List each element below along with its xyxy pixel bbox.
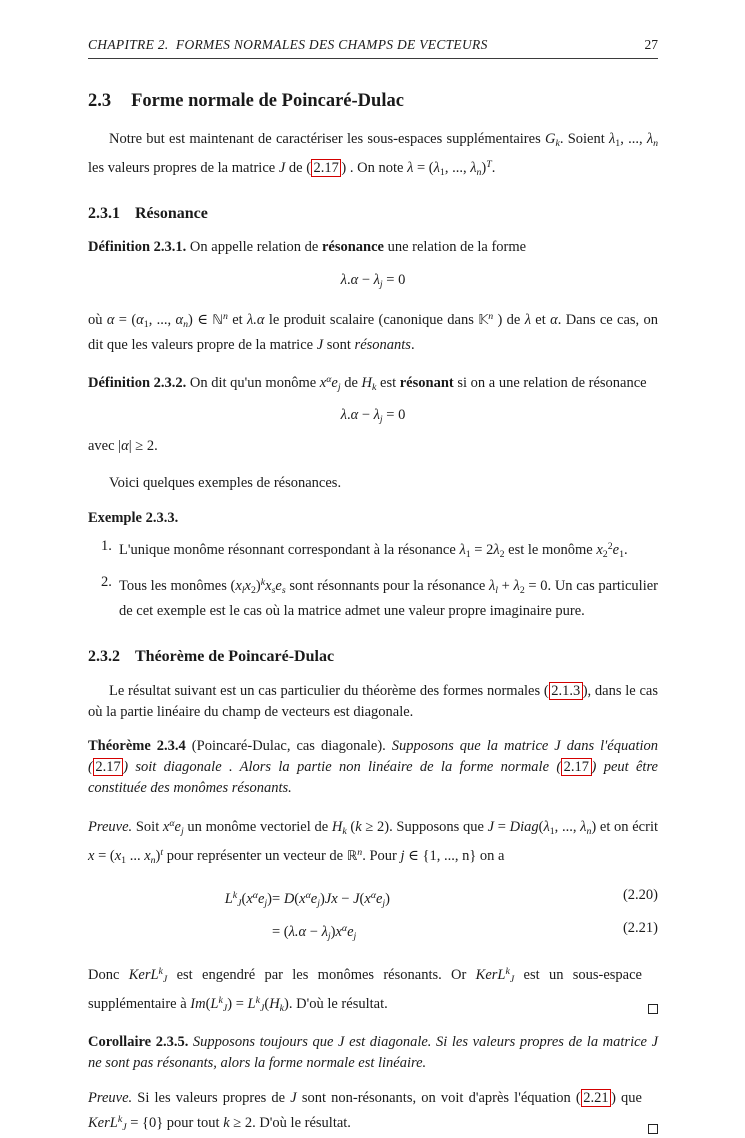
text-run: − [337,890,354,907]
text-run: e [347,923,354,940]
text-run: t [160,847,164,859]
text-run: ) [155,848,161,865]
text-run: λ.α [288,923,307,940]
text-run: ) . On note [341,159,408,176]
text-run: ), dans le cas où la partie linéaire du champ de vecteurs est diagonale. [88,683,658,721]
donc-conclusion-paragraph [88,961,658,1019]
text-run: j [317,897,320,909]
text-run: ℕ [212,312,223,328]
text-run: λ [470,159,477,176]
text-run: α [106,311,115,328]
reference-link[interactable]: 2.21 [581,1089,611,1107]
text-run: résonants [354,336,411,353]
text-run: x [364,890,371,907]
text-run: 1 [439,166,445,178]
text-run: H [331,819,343,836]
preuve-paragraph-2 [88,1088,658,1138]
text-run: L [247,995,256,1012]
text-run: j [327,930,331,942]
qed-square [648,1124,658,1134]
text-run: x [244,578,251,595]
equation-label-2-20: (2.20) [622,886,658,903]
text-run: ( [205,995,211,1012]
text-run: ) [330,923,336,940]
text-run: λ [580,819,587,836]
text-run: On dit qu'un monôme [186,374,320,391]
text-run: − [358,271,374,288]
text-run: x [246,890,253,907]
text-run: J [353,890,360,907]
page-header [88,36,658,59]
text-run: si on a une relation de résonance [453,374,647,391]
text-run: est [376,374,400,391]
text-run: ) [255,578,261,595]
definition-2-3-2 [88,369,658,398]
text-run: x [144,848,151,865]
text-run: (Poincaré-Dulac, cas diagonale). [185,738,386,755]
text-run: ≥ 2). Supposons que [361,819,488,836]
text-run: 2 [250,585,256,597]
text-run: n [586,826,592,838]
text-run: sont non-résonants, on voit d'après l'équation ( [296,1090,581,1107]
text-run: ) que [611,1090,642,1107]
text-run: L'unique monôme résonnant correspondant à la résonance [119,542,460,559]
text-run: s [271,585,276,597]
resonance-formula-2 [88,405,658,430]
text-run: λ [609,131,616,147]
text-run: k [505,965,510,977]
text-run: pour représenter un vecteur de [163,848,347,865]
text-run: avec | [88,438,122,455]
text-run: G [544,131,556,147]
text-run: Le résultat suivant est un cas particulier du théorème des formes normales ( [109,683,549,700]
text-run: = {0} pour tout [126,1115,224,1132]
text-run: J [222,1002,228,1014]
text-run: k [158,965,163,977]
text-run: 1 [549,826,555,838]
text-run: J [509,973,515,985]
text-run: Théorème 2.3.4 [88,738,186,755]
text-run: 1 [619,549,624,561]
text-run: 𝕂 [478,312,489,328]
text-run: Tous les monômes ( [119,578,236,595]
text-run: λ [459,542,466,559]
text-run: Preuve. [88,1090,133,1107]
text-run: k [260,577,266,589]
text-run: x [265,578,272,595]
text-run: λ [407,159,414,176]
text-run: ). D'où le résultat. [284,995,388,1012]
text-run: H [269,995,280,1012]
text-run: de [340,374,362,391]
text-run: . Soient [559,131,609,147]
equation-rhs [272,883,658,916]
text-run: = ( [114,311,137,328]
text-run: α [305,889,311,901]
text-run: k [372,381,377,393]
text-run: j [337,381,341,393]
text-run: λ [321,923,328,940]
text-run: ) = [227,995,248,1012]
text-run: j [180,826,184,838]
text-run: ∈ {1, ..., n} on a [404,848,505,865]
text-run: Si les valeurs propres de [132,1090,291,1107]
text-run: k [355,819,362,836]
text-run: Définition 2.3.2. [88,374,187,391]
text-run: n [150,854,156,866]
section-heading-2-3 [88,89,658,113]
text-run: ) et on écrit [591,819,659,836]
text-run: = 2 [470,542,494,559]
text-run: J [122,1122,127,1134]
subsection-heading-2-3-2 [88,646,658,667]
text-run: résonance [321,238,384,255]
section-title: Forme normale de Poincaré-Dulac [131,91,404,111]
text-run: ) de [493,311,525,328]
text-run: ) [319,890,325,907]
text-run: le produit scalaire (canonique dans [264,311,479,328]
text-run: 2 [602,549,608,561]
text-run: . [491,159,496,176]
text-run: λ [373,406,380,423]
text-run: λ [646,131,654,147]
equation-rhs [272,916,658,949]
text-run: j [264,897,268,909]
text-run: est le monôme [504,542,597,559]
text-run: ... [126,848,145,865]
text-run: α [350,406,359,423]
text-run: λ [340,271,347,288]
text-run: 2 [499,549,505,561]
text-run: α [121,438,129,455]
text-run: = ( [413,159,434,176]
text-run: λ [488,578,496,595]
text-run: j [382,897,386,909]
equation-lhs [88,883,272,916]
text-run: ( [346,819,356,836]
text-run: n [222,310,228,322]
text-run: λ [373,271,380,288]
text-run: e [174,819,181,836]
text-run: de ( [285,159,312,176]
text-run: 2 [607,541,613,553]
text-run: On appelle relation de [186,238,322,255]
alpha-definition-paragraph [88,306,658,356]
text-run: + [497,578,514,595]
text-run: et [530,311,551,328]
text-run: Soit [132,819,163,836]
resonance-formula-1 [88,270,658,295]
text-run: , ..., [554,819,581,836]
section-number: 2.3 [88,91,112,111]
equation-2-21 [88,916,658,949]
text-run: ) [481,159,487,176]
text-run: ( [538,819,544,836]
text-run: Corollaire 2.3.5. [88,1034,189,1051]
definition-2-3-1 [88,237,658,258]
list-item-text [119,572,658,622]
avec-condition-line [88,436,658,457]
preuve-paragraph-1 [88,813,658,871]
text-run: α [550,311,558,328]
text-run: L [224,890,233,907]
text-run: sont [323,336,355,353]
text-run: k [232,889,238,901]
text-run: = ( [272,923,289,940]
equation-lhs [88,916,272,949]
qed-square [648,1004,658,1014]
text-run: une relation de la forme [383,238,527,255]
text-run: x [114,848,122,865]
text-run: ) soit diagonale . Alors la partie non linéaire de la forme normale ( [123,759,562,776]
text-run: α [326,373,332,385]
text-run: KerL [475,966,506,983]
text-run: , ..., [444,159,471,176]
reference-link[interactable]: 2.17 [93,758,123,776]
text-run: ) [267,890,272,907]
text-run: α [169,818,175,830]
text-run: 1 [143,318,149,330]
reference-link[interactable]: 2.17 [311,159,341,177]
text-run: Voici quelques exemples de résonances. [109,475,342,492]
example-item-2 [88,572,658,622]
text-run: ( [359,890,365,907]
text-run: est engendré par les monômes résonants. Or [167,966,476,983]
text-run: KerL [128,966,159,983]
list-item-number: 2. [101,574,112,591]
equation-block [88,883,658,949]
text-run: Définition 2.3.1. [88,238,187,255]
text-run: ( [241,890,247,907]
text-run: λ [340,406,347,423]
text-run: 1 [121,854,127,866]
text-run: j [379,278,383,290]
text-run: k [342,826,347,838]
text-run: l [495,585,498,597]
text-run: Jx [324,890,338,907]
page-number: 27 [644,37,658,52]
text-run: Im [190,995,206,1012]
text-run: e [275,578,282,595]
text-run: 2 [519,585,525,597]
text-run: α [350,271,359,288]
text-run: Supposons toujours que J est diagonale. Si les valeurs propres de la matrice J ne sont pas résonants, alors la forme normale est linéaire. [88,1034,659,1072]
text-run: D [283,890,295,907]
text-run: k [555,137,560,149]
text-run: H [361,374,373,391]
text-run: x [235,578,242,595]
text-run: . Dans ce cas, on dit que les valeurs propre de la matrice [88,311,659,353]
text-run: λ [543,819,550,836]
text-run: . [624,542,628,559]
text-run: e [310,890,318,907]
text-run: = [494,819,510,836]
text-run: λ [513,578,520,595]
text-run: Notre but est maintenant de caractériser les sous-espaces supplémentaires [109,131,545,147]
text-run: les valeurs propres de la matrice [88,159,279,176]
text-run: J [316,336,324,353]
text-run: = ( [94,848,115,865]
text-run: = 0 [382,271,406,288]
text-run: . [346,406,351,423]
text-run: Supposons que la matrice J dans l'équation ( [88,738,659,776]
text-run: l [241,585,245,597]
text-run: J [278,159,286,176]
text-run: λ.α [247,311,265,328]
text-run: e [257,890,265,907]
text-run: − [358,406,374,423]
text-run: α [175,311,184,328]
text-run: x [88,848,95,865]
subsection-number: 2.3.2 [88,648,120,666]
corollaire-2-3-5 [88,1032,658,1074]
text-run: J [237,897,242,909]
text-run: s [281,585,286,597]
text-run: J [259,1002,265,1014]
text-run: . Pour [362,848,401,865]
example-item-1 [88,536,658,565]
reference-link[interactable]: 2.1.3 [549,682,583,700]
text-run: Exemple 2.3.3. [88,510,179,527]
text-run: x [299,890,306,907]
subsection-number: 2.3.1 [88,204,120,222]
text-run: α [370,889,376,901]
text-run: k [218,994,223,1006]
text-run: x [162,819,170,836]
text-run: et [227,311,248,328]
text-run: α [136,311,144,328]
text-run: x [335,923,342,940]
text-run: Diag [509,819,539,836]
text-run: x [319,374,327,391]
text-run: j [379,413,383,425]
text-run: Donc [88,966,129,983]
text-run: x [596,542,603,559]
text-run: α [252,889,258,901]
subsection-title: Résonance [135,204,208,222]
text-run: n [183,318,189,330]
text-run: = 0 [382,406,406,423]
theorem-intro-paragraph [88,681,658,723]
examples-lead-line [88,473,658,494]
equation-2-20 [88,883,658,916]
theoreme-2-3-4 [88,736,658,799]
text-run: ( [294,890,300,907]
text-run: T [486,158,492,170]
text-run: où [88,311,107,328]
text-run: J [487,819,495,836]
text-run: J [162,973,168,985]
text-run: ℝ [346,849,358,865]
text-run: | ≥ 2. [128,438,158,455]
text-run: , ..., [620,131,647,147]
text-run: J [290,1090,297,1107]
reference-link[interactable]: 2.17 [561,758,591,776]
text-run: − [306,923,322,940]
text-run: n [488,310,494,322]
text-run: k [117,1114,123,1126]
text-run: ≥ 2. D'où le résultat. [229,1115,351,1132]
text-run: résonant [399,374,454,391]
text-run: sont résonnants pour la résonance [285,578,489,595]
text-run: k [255,994,260,1006]
text-run: α [341,922,348,934]
text-run: j [353,930,357,942]
list-item-number: 1. [101,538,112,555]
text-run: = 0. Un cas particulier de cet exemple est le cas où la matrice admet une valeur propre imaginaire pure. [119,578,658,620]
text-run: est un sous-espace supplémentaire à [88,966,642,1012]
text-run: , ..., [148,311,176,328]
intro-paragraph [88,129,658,183]
text-run: = [272,890,284,907]
text-run: KerL [88,1115,118,1132]
text-run: 1 [615,137,621,149]
text-run: 1 [465,549,471,561]
text-run: L [210,995,219,1012]
text-run: λ [433,159,440,176]
text-run: ( [264,995,270,1012]
running-head: CHAPITRE 2. FORMES NORMALES DES CHAMPS DE VECTEURS [88,37,488,52]
text-run: λ [524,311,531,328]
text-run: e [331,374,338,391]
text-run: Preuve. [88,819,133,836]
text-run: ) [385,890,391,907]
text-run: k [223,1115,230,1132]
text-run: un monôme vectoriel de [183,819,332,836]
text-run: n [653,137,659,149]
text-run: λ [493,542,500,559]
text-run: ) peut être constituée des monômes résonants. [88,759,658,797]
text-run: e [612,542,620,559]
exemple-2-3-3-heading [88,508,658,529]
text-run: ) ∈ [188,311,213,328]
text-run: . [346,271,351,288]
text-run: k [279,1002,285,1014]
text-run: n [357,847,363,859]
text-run: e [375,890,383,907]
text-run: . [410,336,415,353]
list-item-text [119,536,658,565]
text-run: n [476,166,482,178]
text-run: j [400,848,405,865]
equation-label-2-21: (2.21) [622,919,658,936]
subsection-heading-2-3-1 [88,203,658,224]
subsection-title: Théorème de Poincaré-Dulac [135,648,335,666]
